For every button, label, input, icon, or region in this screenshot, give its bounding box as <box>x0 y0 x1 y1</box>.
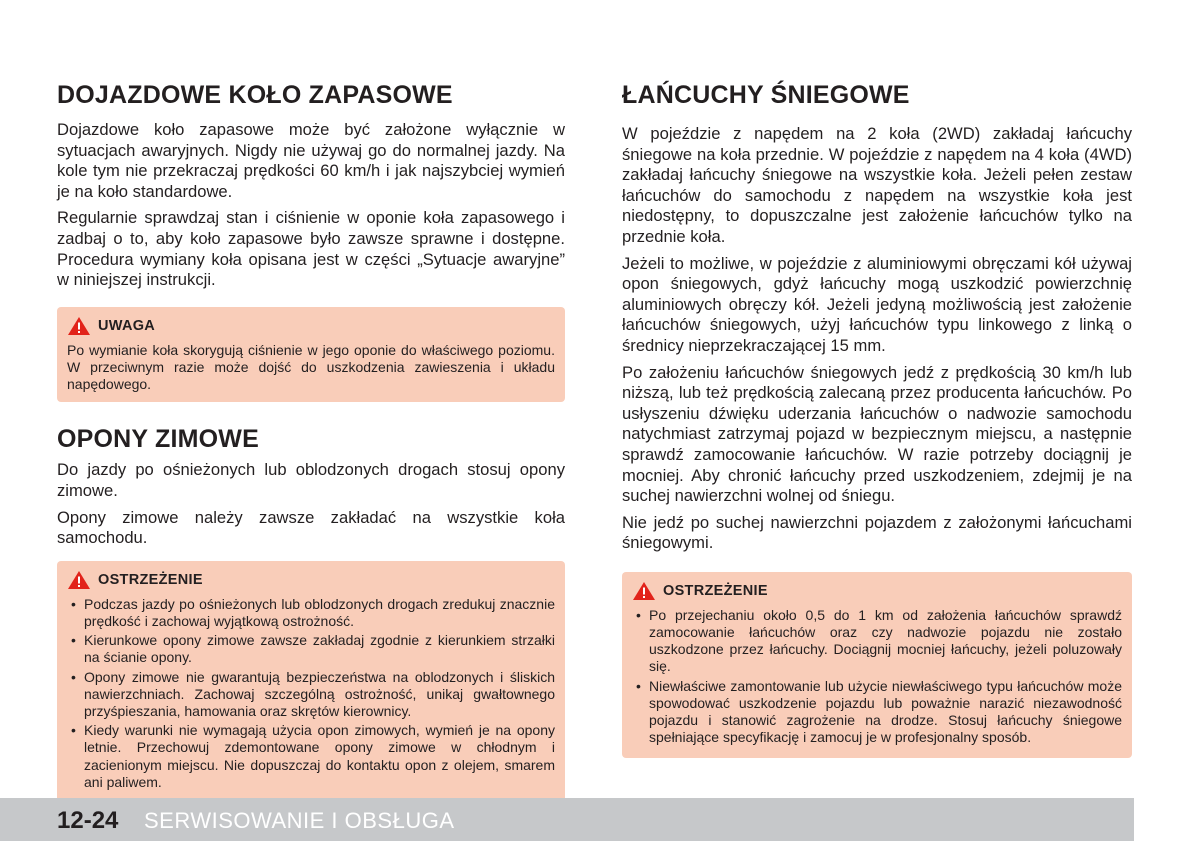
winter-warning-title: OSTRZEŻENIE <box>98 571 203 588</box>
page-number: 12-24 <box>57 807 119 834</box>
warning-triangle-icon <box>67 316 91 336</box>
footer-bar <box>0 798 1134 841</box>
list-item: • Niewłaściwe zamontowanie lub użycie niewłaściwego typu łańcuchów może spowodować uszkodzenie pojazdu lub poważnie narazić niezawodność pojazdu i stanowić zagrożenie na drodze. Stosuj łańcuchy śniegowe spełniające specyfikację i zamocuj je w profesjonalny sposób. <box>636 677 1122 746</box>
chains-warning-box <box>622 572 1132 758</box>
chains-paragraph-3: Po założeniu łańcuchów śniegowych jedź z prędkością 30 km/h lub niższą, lub też prędkością zalecaną przez producenta łańcuchów. Po usłyszeniu dźwięku uderzania łańcuchów o nadwozie samochodu natychmiast zatrzymaj pojazd w bezpiecznym miejscu, a następnie sprawdź zamocowanie łańcuchów. W razie potrzeby dociągnij je mocniej. Aby chronić łańcuchy przed uszkodzeniem, zdejmij je na suchej nawierzchni wolnej od śniegu. <box>622 362 1132 506</box>
warning-triangle-icon <box>67 570 91 590</box>
notice-title: UWAGA <box>98 317 156 334</box>
list-item: • Podczas jazdy po ośnieżonych lub oblodzonych drogach zredukuj znacznie prędkość i zachowaj wyjątkową ostrożność. <box>71 595 555 629</box>
spare-wheel-heading: DOJAZDOWE KOŁO ZAPASOWE <box>57 81 453 109</box>
chains-paragraph-2: Jeżeli to możliwe, w pojeździe z aluminiowymi obręczami kół używaj opon śniegowych, gdyż łańcuchy mogą uszkodzić powierzchnię aluminiowych obręczy kół. Jeżeli jedyną możliwością jest założenie łańcuchów śniegowych, użyj łańcuchów typu linkowego z linką o średnicy nieprzekraczającej 15 mm. <box>622 253 1132 355</box>
list-item: • Po przejechaniu około 0,5 do 1 km od założenia łańcuchów sprawdź zamocowanie łańcuchów oraz czy nadwozie pojazdu nie zostało uszkodzone przez łańcuchy. Dociągnij mocniej łańcuchy, jeżeli poluzowały się. <box>636 606 1122 675</box>
chains-warning-list <box>632 607 1122 747</box>
winter-warning-box <box>57 561 565 802</box>
spare-paragraph-1: Dojazdowe koło zapasowe może być założone wyłącznie w sytuacjach awaryjnych. Nigdy nie używaj go do normalnej jazdy. Na kole tym nie przekraczaj prędkości 60 km/h i jak najszybciej wymień je na koło standardowe. <box>57 120 565 201</box>
winter-paragraph-2: Opony zimowe należy zawsze zakładać na wszystkie koła samochodu. <box>57 507 565 548</box>
left-column <box>57 78 565 802</box>
chains-warning-title: OSTRZEŻENIE <box>663 582 768 599</box>
spare-paragraph-2: Regularnie sprawdzaj stan i ciśnienie w oponie koła zapasowego i zadbaj o to, aby koło zapasowe było zawsze sprawne i dostępne. Procedura wymiany koła opisana jest w części „Sytuacje awaryjne” w niniejszej instrukcji. <box>57 208 565 290</box>
list-item: • Opony zimowe nie gwarantują bezpieczeństwa na oblodzonych i śliskich nawierzchniach. Zachowaj szczególną ostrożność, unikaj gwałtownego przyśpieszania, hamowania oraz skrętów kierownicy. <box>71 668 555 719</box>
winter-tyres-heading: OPONY ZIMOWE <box>57 425 259 454</box>
section-title: SERWISOWANIE I OBSŁUGA <box>144 808 455 833</box>
notice-box <box>57 307 565 403</box>
right-column <box>622 78 1132 758</box>
snow-chains-heading: ŁAŃCUCHY ŚNIEGOWE <box>622 81 910 109</box>
winter-paragraph-1: Do jazdy po ośnieżonych lub oblodzonych drogach stosuj opony zimowe. <box>57 460 565 500</box>
winter-warning-list <box>67 596 555 791</box>
list-item: • Kiedy warunki nie wymagają użycia opon zimowych, wymień je na opony letnie. Przechowuj zdemontowane opony zimowe w chłodnym i zacienionym miejscu. Nie dopuszczaj do kontaktu opon z olejem, smarem ani paliwem. <box>71 722 555 790</box>
list-item: • Kierunkowe opony zimowe zawsze zakładaj zgodnie z kierunkiem strzałki na ścianie opony. <box>71 632 555 666</box>
warning-triangle-icon <box>632 581 656 601</box>
notice-text: Po wymianie koła skorygują ciśnienie w jego oponie do właściwego poziomu. W przeciwnym razie może dojść do uszkodzenia zawieszenia i układu napędowego. <box>67 341 555 393</box>
chains-paragraph-1: W pojeździe z napędem na 2 koła (2WD) zakładaj łańcuchy śniegowe na koła przednie. W pojeździe z napędem na 4 koła (4WD) zakładaj łańcuchy śniegowe na wszystkie koła. Jeżeli pełen zestaw łańcuchów do samochodu z napędem na wszystkie koła jest niedostępny, to dopuszczalne jest założenie łańcuchów tylko na przednie koła. <box>622 124 1132 246</box>
chains-paragraph-4: Nie jedź po suchej nawierzchni pojazdem z założonymi łańcuchami śniegowymi. <box>622 512 1132 553</box>
